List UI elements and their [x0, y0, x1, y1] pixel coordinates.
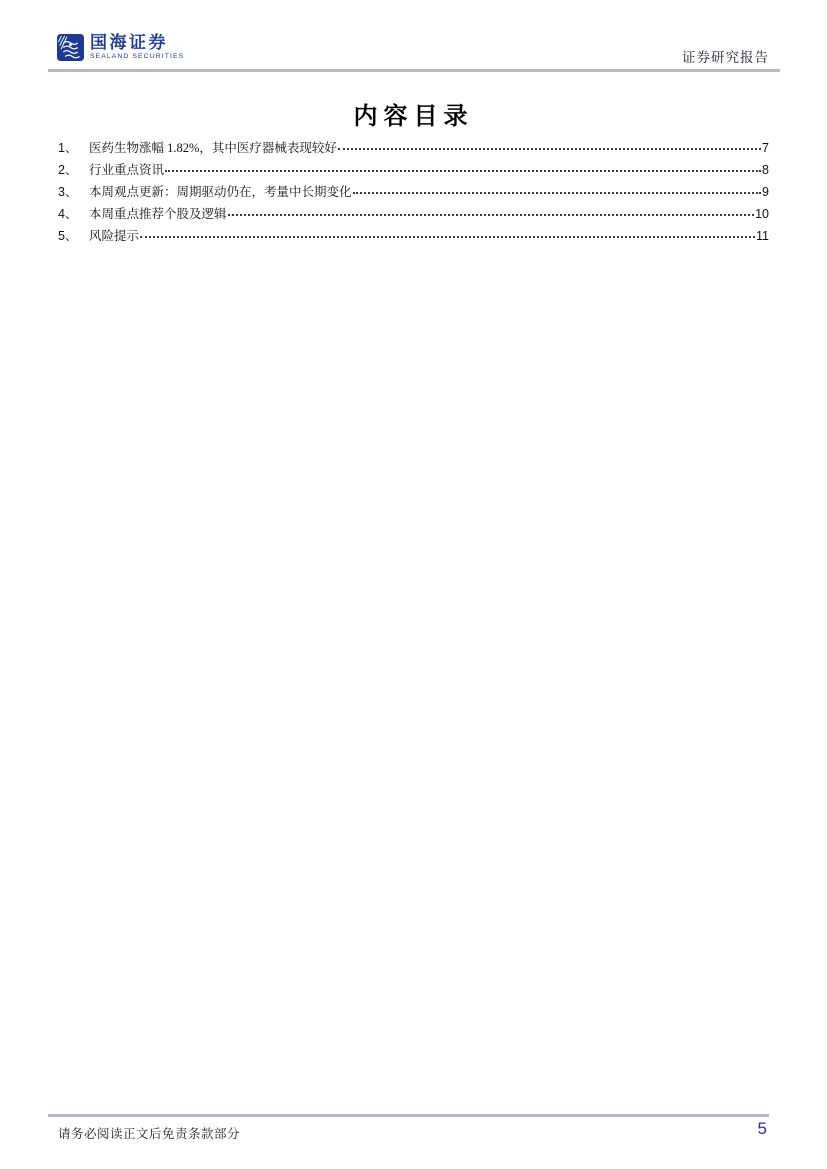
toc-entry-page[interactable]: 7 — [762, 141, 769, 155]
toc-entry-number: 4、 — [58, 207, 78, 221]
toc-entry-label[interactable]: 本周重点推荐个股及逻辑 — [89, 207, 227, 221]
footer-disclaimer: 请务必阅读正文后免责条款部分 — [58, 1127, 241, 1141]
toc-entry-5[interactable] — [58, 226, 769, 248]
toc-entry-page[interactable]: 8 — [762, 163, 769, 177]
toc-entry-label[interactable]: 行业重点资讯 — [89, 163, 165, 177]
toc-entry-page[interactable]: 11 — [756, 229, 769, 243]
toc-entry-1[interactable] — [58, 138, 769, 160]
toc-entry-4[interactable] — [58, 204, 769, 226]
brand-subtitle: SEALAND SECURITIES — [90, 53, 185, 60]
dot-leader — [338, 148, 761, 150]
toc-title: 内容目录 — [353, 104, 474, 130]
toc-entry-label[interactable]: 本周观点更新：周期驱动仍在，考量中长期变化 — [89, 185, 352, 199]
toc-entry-page[interactable]: 10 — [755, 207, 769, 221]
page-number: 5 — [757, 1119, 767, 1138]
brand-name: 国海证券 — [90, 33, 168, 52]
toc-entry-label[interactable]: 风险提示 — [89, 229, 140, 243]
toc-entry-number: 5、 — [58, 229, 78, 243]
dot-leader — [353, 192, 762, 194]
toc-entry-3[interactable] — [58, 182, 769, 204]
toc-entry-label[interactable]: 医药生物涨幅 1.82%，其中医疗器械表现较好 — [89, 141, 337, 155]
toc-entry-2[interactable] — [58, 160, 769, 182]
report-type-label: 证券研究报告 — [682, 50, 769, 65]
dot-leader — [228, 214, 755, 216]
toc-entry-number: 3、 — [58, 185, 78, 199]
toc-entry-page[interactable]: 9 — [762, 185, 769, 199]
dot-leader — [165, 170, 761, 172]
table-of-contents — [58, 138, 769, 248]
dot-leader — [140, 236, 755, 238]
footer-divider — [48, 1114, 769, 1117]
brand-logo — [57, 34, 184, 61]
header-divider — [48, 69, 780, 72]
brand-text — [90, 34, 184, 61]
toc-entry-number: 1、 — [58, 141, 78, 155]
sealand-logo-icon — [57, 34, 84, 61]
toc-entry-number: 2、 — [58, 163, 78, 177]
